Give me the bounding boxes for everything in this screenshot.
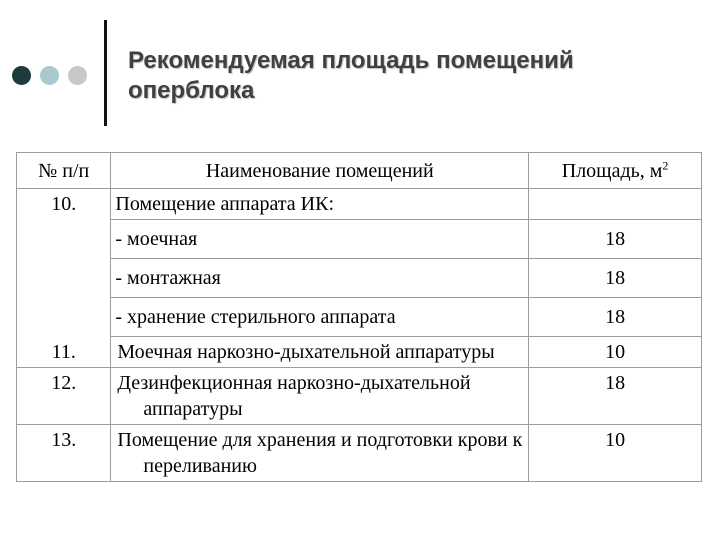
row-num: 10. <box>17 189 111 337</box>
row-area: 18 <box>529 259 702 298</box>
slide-title: Рекомендуемая площадь помещений оперблока <box>128 47 574 104</box>
row-area <box>529 189 702 220</box>
title-divider <box>104 20 107 126</box>
teal-dot-icon <box>40 66 59 85</box>
table-row <box>17 337 702 368</box>
header-area <box>529 153 702 189</box>
table-header-row <box>17 153 702 189</box>
row-num: 12. <box>17 368 111 425</box>
rooms-table <box>16 152 702 482</box>
row-name: - моечная <box>111 220 529 259</box>
header-area-unit-sup: 2 <box>662 158 669 173</box>
decor-dots <box>12 66 87 85</box>
row-area: 18 <box>529 368 702 425</box>
row-area: 10 <box>529 425 702 482</box>
gray-dot-icon <box>68 66 87 85</box>
header-num: № п/п <box>17 153 111 189</box>
row-area: 18 <box>529 220 702 259</box>
table-row <box>17 189 702 220</box>
table-row <box>17 425 702 482</box>
table-row <box>17 368 702 425</box>
table-row <box>17 298 702 337</box>
row-name: - монтажная <box>111 259 529 298</box>
dark-dot-icon <box>12 66 31 85</box>
row-num: 13. <box>17 425 111 482</box>
row-name: Моечная наркозно-дыхательной аппаратуры <box>111 337 529 368</box>
row-name: Помещение для хранения и подготовки крови к переливанию <box>111 425 529 482</box>
table-row <box>17 259 702 298</box>
row-name: Помещение аппарата ИК: <box>111 189 529 220</box>
row-area: 10 <box>529 337 702 368</box>
table-row <box>17 220 702 259</box>
header-area-label: Площадь, м <box>561 160 663 182</box>
row-area: 18 <box>529 298 702 337</box>
row-name: - хранение стерильного аппарата <box>111 298 529 337</box>
row-name: Дезинфекционная наркозно-дыхательной аппаратуры <box>111 368 529 425</box>
row-num: 11. <box>17 337 111 368</box>
header-name: Наименование помещений <box>111 153 529 189</box>
